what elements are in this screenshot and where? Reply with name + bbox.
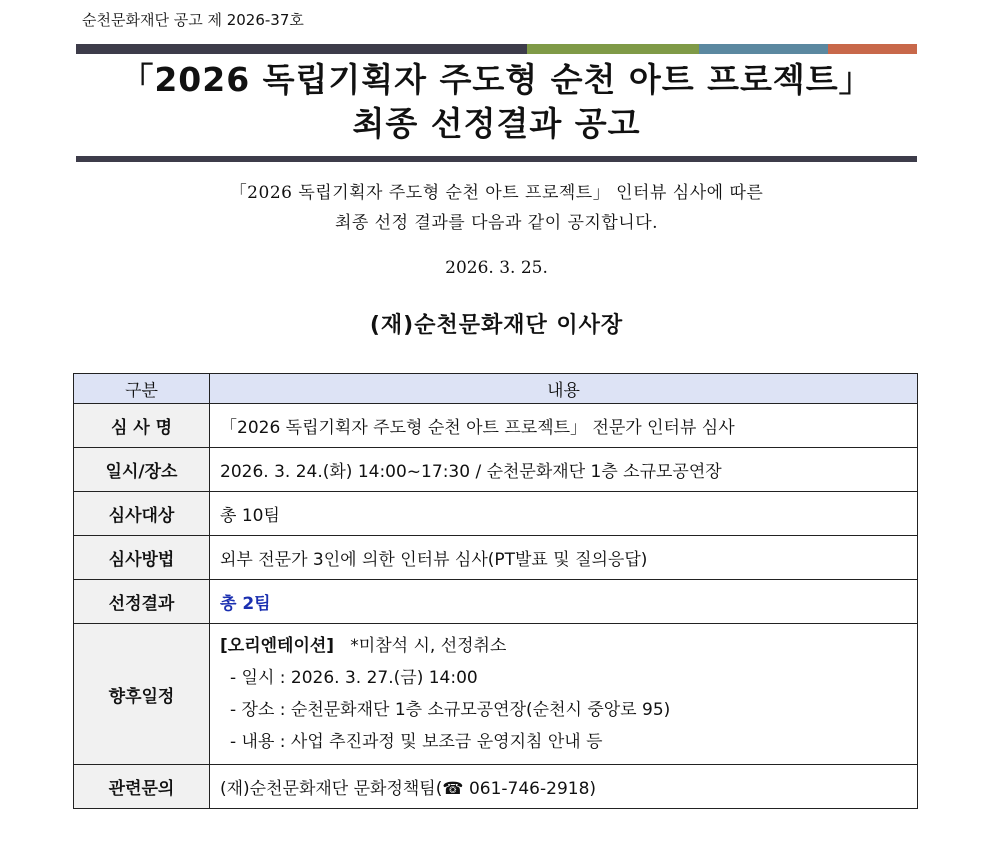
- bar-segment-green: [527, 44, 699, 54]
- intro-line-2: 최종 선정 결과를 다음과 같이 공지합니다.: [334, 213, 659, 233]
- row-label: 향후일정: [74, 624, 210, 765]
- intro-text: [76, 178, 917, 238]
- notice-date: 2026. 3. 25.: [445, 258, 548, 278]
- bar-segment-dark: [76, 44, 527, 54]
- organization-name: (재)순천문화재단 이사장: [369, 313, 624, 338]
- table-row-schedule: [74, 624, 918, 765]
- row-label: 관련문의: [74, 765, 210, 809]
- row-value: 2026. 3. 24.(화) 14:00~17:30 / 순천문화재단 1층 소규모공연장: [210, 448, 918, 492]
- row-value: 「2026 독립기획자 주도형 순천 아트 프로젝트」 전문가 인터뷰 심사: [210, 404, 918, 448]
- page-title: [76, 58, 917, 146]
- table-row: [74, 536, 918, 580]
- notice-number: 순천문화재단 공고 제 2026-37호: [82, 11, 304, 29]
- schedule-item: - 일시 : 2026. 3. 27.(금) 14:00: [230, 668, 478, 688]
- row-label: 심사대상: [74, 492, 210, 536]
- header-label-cell: 구분: [74, 374, 210, 404]
- title-underline-bar: [76, 156, 917, 162]
- table-row: [74, 580, 918, 624]
- row-label: 심 사 명: [74, 404, 210, 448]
- table-row: [74, 492, 918, 536]
- row-value: 총 10팀: [210, 492, 918, 536]
- row-label: 심사방법: [74, 536, 210, 580]
- bar-segment-orange: [828, 44, 917, 54]
- row-label: 일시/장소: [74, 448, 210, 492]
- title-line-2: 최종 선정결과 공고: [352, 104, 641, 143]
- schedule-heading: [220, 630, 917, 662]
- row-label: 선정결과: [74, 580, 210, 624]
- bar-segment-teal: [699, 44, 828, 54]
- orientation-note: *미참석 시, 선정취소: [350, 636, 507, 656]
- schedule-item: - 내용 : 사업 추진과정 및 보조금 운영지침 안내 등: [230, 732, 603, 752]
- table-row: [74, 765, 918, 809]
- title-line-1: 「2026 독립기획자 주도형 순천 아트 프로젝트」: [120, 60, 873, 99]
- header-color-bar: [76, 44, 917, 54]
- contact-prefix: (재)순천문화재단 문화정책팀(: [220, 779, 443, 799]
- orientation-title: [오리엔테이션]: [220, 636, 335, 656]
- schedule-cell: [210, 624, 918, 765]
- table-header-row: [74, 374, 918, 404]
- contact-phone: 061-746-2918): [463, 779, 597, 799]
- schedule-item: - 장소 : 순천문화재단 1층 소규모공연장(순천시 중앙로 95): [230, 700, 671, 720]
- header-content-cell: 내용: [210, 374, 918, 404]
- phone-icon: ☎: [442, 779, 464, 799]
- intro-line-1: 「2026 독립기획자 주도형 순천 아트 프로젝트」 인터뷰 심사에 따른: [229, 183, 764, 203]
- info-table: [73, 373, 918, 809]
- table-row: [74, 448, 918, 492]
- contact-value: [210, 765, 918, 809]
- table-row: [74, 404, 918, 448]
- selection-result-value: 총 2팀: [210, 580, 918, 624]
- row-value: 외부 전문가 3인에 의한 인터뷰 심사(PT발표 및 질의응답): [210, 536, 918, 580]
